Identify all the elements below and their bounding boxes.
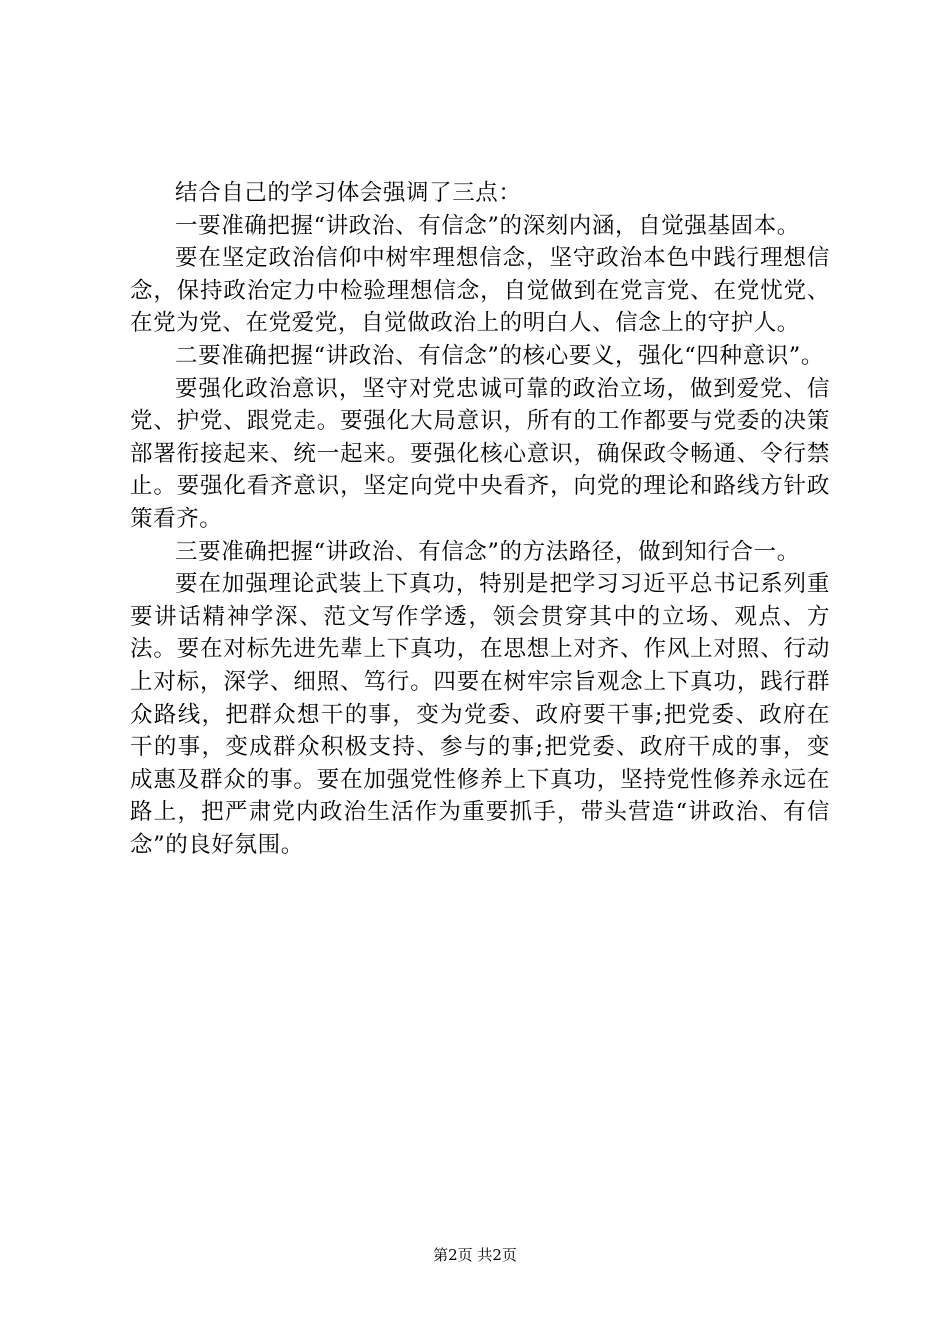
point-one-heading: 一要准确把握“讲政治、有信念”的深刻内涵，自觉强基固本。 bbox=[175, 212, 800, 239]
point-two-body: 要强化政治意识，坚守对党忠诚可靠的政治立场，做到爱党、信党、护党、跟党走。要强化大局意识，所有的工作都要与党委的决策部署衔接起来、统一起来。要强化核心意识，确保政令畅通、令行禁止。要强化看齐意识，坚定向党中央看齐，向党的理论和路线方针政策看齐。 bbox=[130, 375, 830, 532]
point-two-heading: 二要准确把握“讲政治、有信念”的核心要义，强化“四种意识”。 bbox=[175, 342, 825, 369]
intro-paragraph: 结合自己的学习体会强调了三点： bbox=[175, 180, 522, 206]
document-body bbox=[130, 177, 830, 861]
point-three-heading: 三要准确把握“讲政治、有信念”的方法路径，做到知行合一。 bbox=[175, 538, 800, 565]
point-three-body: 要在加强理论武装上下真功，特别是把学习习近平总书记系列重要讲话精神学深、范文写作学透，领会贯穿其中的立场、观点、方法。要在对标先进先辈上下真功，在思想上对齐、作风上对照、行动上对标，深学、细照、笃行。四要在树牢宗旨观念上下真功，践行群众路线，把群众想干的事，变为党委、政府要干事;把党委、政府在干的事，变成群众积极支持、参与的事;把党委、政府干成的事，变成惠及群众的事。要在加强党性修养上下真功，坚持党性修养永远在路上，把严肃党内政治生活作为重要抓手，带头营造“讲政治、有信念”的良好氛围。 bbox=[130, 571, 830, 858]
page-number-footer: 第2页 共2页 bbox=[433, 1246, 517, 1264]
point-one-body: 要在坚定政治信仰中树牢理想信念，坚守政治本色中践行理想信念，保持政治定力中检验理想信念，自觉做到在党言党、在党忧党、在党为党、在党爱党，自觉做政治上的明白人、信念上的守护人。 bbox=[130, 245, 830, 337]
